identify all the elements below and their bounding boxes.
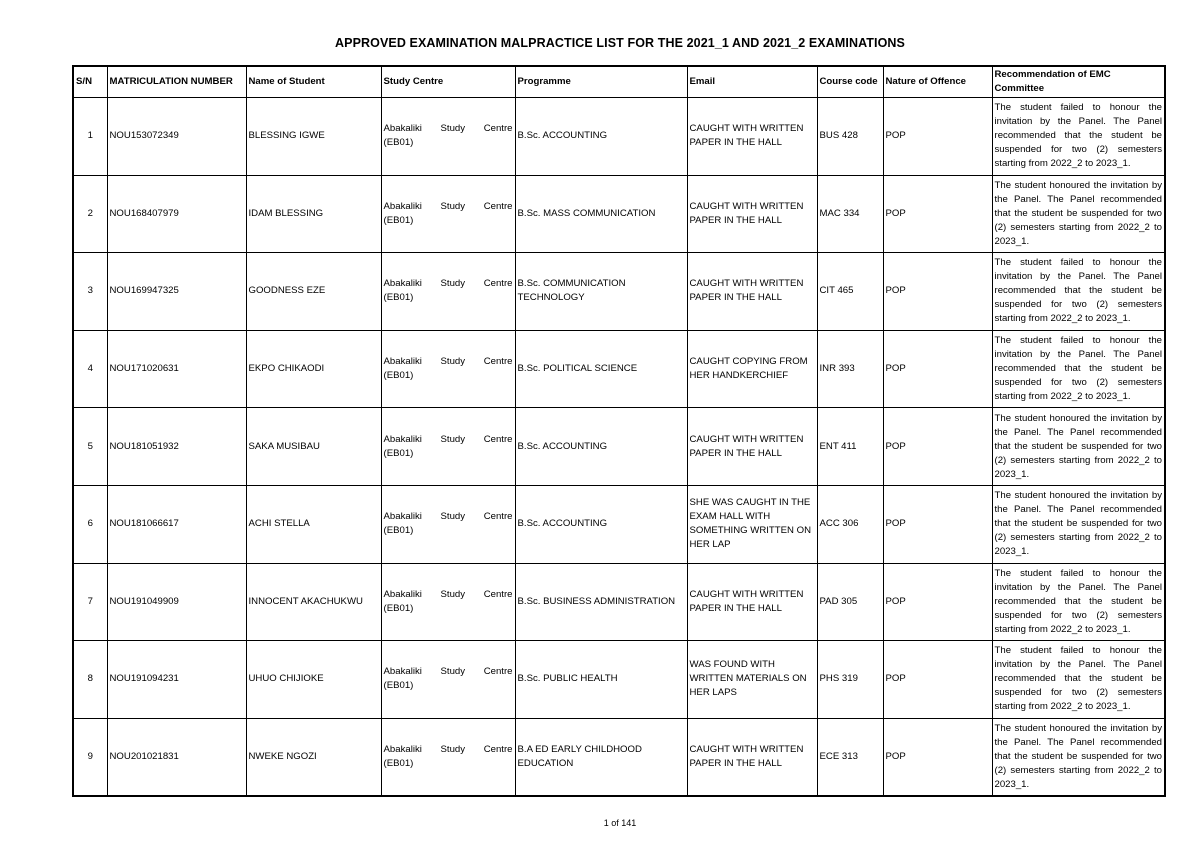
cell-name: UHUO CHIJIOKE: [246, 641, 381, 719]
cell-name: NWEKE NGOZI: [246, 718, 381, 796]
column-header-matric: MATRICULATION NUMBER: [107, 66, 246, 98]
cell-name: EKPO CHIKAODI: [246, 330, 381, 408]
cell-recommendation: The student failed to honour the invitation by the Panel. The Panel recommended that the student be suspended for two (2) semesters starting from 2022_2 to 2023_1.: [992, 563, 1165, 641]
centre-text: Abakaliki Study Centre (EB01): [383, 588, 513, 614]
cell-matric: NOU181051932: [107, 408, 246, 486]
table-row: [73, 718, 1165, 796]
cell-matric: NOU201021831: [107, 718, 246, 796]
column-header-email: Email: [687, 66, 817, 98]
centre-text: Abakaliki Study Centre (EB01): [383, 356, 513, 382]
table-row: [73, 330, 1165, 408]
cell-programme: B.Sc. COMMUNICATION TECHNOLOGY: [515, 253, 687, 331]
cell-course: BUS 428: [817, 98, 883, 176]
cell-programme: B.Sc. ACCOUNTING: [515, 485, 687, 563]
cell-programme: B.A ED EARLY CHILDHOOD EDUCATION: [515, 718, 687, 796]
cell-matric: NOU191049909: [107, 563, 246, 641]
document-title: APPROVED EXAMINATION MALPRACTICE LIST FOR THE 2021_1 AND 2021_2 EXAMINATIONS: [335, 36, 905, 50]
cell-course: PAD 305: [817, 563, 883, 641]
cell-recommendation: The student failed to honour the invitation by the Panel. The Panel recommended that the student be suspended for two (2) semesters starting from 2022_2 to 2023_1.: [992, 98, 1165, 176]
cell-offence: POP: [883, 563, 992, 641]
cell-name: BLESSING IGWE: [246, 98, 381, 176]
cell-matric: NOU169947325: [107, 253, 246, 331]
page-number: 1 of 141: [603, 818, 637, 828]
cell-offence: POP: [883, 718, 992, 796]
cell-recommendation: The student honoured the invitation by the Panel. The Panel recommended that the student be suspended for two (2) semesters starting from 2022_2 to 2023_1.: [992, 485, 1165, 563]
cell-email: CAUGHT WITH WRITTEN PAPER IN THE HALL: [687, 718, 817, 796]
cell-centre: [381, 718, 515, 796]
cell-programme: B.Sc. POLITICAL SCIENCE: [515, 330, 687, 408]
cell-email: CAUGHT COPYING FROM HER HANDKERCHIEF: [687, 330, 817, 408]
cell-sn: 7: [73, 563, 107, 641]
cell-recommendation: The student honoured the invitation by the Panel. The Panel recommended that the student be suspended for two (2) semesters starting from 2022_2 to 2023_1.: [992, 175, 1165, 253]
cell-course: PHS 319: [817, 641, 883, 719]
cell-sn: 4: [73, 330, 107, 408]
cell-sn: 5: [73, 408, 107, 486]
column-header-centre: Study Centre: [381, 66, 515, 98]
table-row: [73, 175, 1165, 253]
cell-course: CIT 465: [817, 253, 883, 331]
cell-sn: 9: [73, 718, 107, 796]
column-header-programme: Programme: [515, 66, 687, 98]
table-row: [73, 485, 1165, 563]
cell-sn: 3: [73, 253, 107, 331]
column-header-offence: Nature of Offence: [883, 66, 992, 98]
cell-programme: B.Sc. ACCOUNTING: [515, 408, 687, 486]
table-row: [73, 641, 1165, 719]
cell-sn: 8: [73, 641, 107, 719]
cell-course: MAC 334: [817, 175, 883, 253]
table-row: [73, 98, 1165, 176]
cell-sn: 6: [73, 485, 107, 563]
cell-email: CAUGHT WITH WRITTEN PAPER IN THE HALL: [687, 408, 817, 486]
cell-offence: POP: [883, 98, 992, 176]
cell-centre: [381, 98, 515, 176]
cell-course: INR 393: [817, 330, 883, 408]
cell-matric: NOU181066617: [107, 485, 246, 563]
cell-name: IDAM BLESSING: [246, 175, 381, 253]
cell-email: WAS FOUND WITH WRITTEN MATERIALS ON HER LAPS: [687, 641, 817, 719]
table-row: [73, 253, 1165, 331]
centre-text: Abakaliki Study Centre (EB01): [383, 433, 513, 459]
centre-text: Abakaliki Study Centre (EB01): [383, 200, 513, 226]
cell-centre: [381, 408, 515, 486]
cell-offence: POP: [883, 641, 992, 719]
cell-name: INNOCENT AKACHUKWU: [246, 563, 381, 641]
cell-name: ACHI STELLA: [246, 485, 381, 563]
cell-offence: POP: [883, 330, 992, 408]
cell-recommendation: The student failed to honour the invitation by the Panel. The Panel recommended that the student be suspended for two (2) semesters starting from 2022_2 to 2023_1.: [992, 641, 1165, 719]
cell-centre: [381, 485, 515, 563]
cell-recommendation: The student failed to honour the invitation by the Panel. The Panel recommended that the student be suspended for two (2) semesters starting from 2022_2 to 2023_1.: [992, 253, 1165, 331]
cell-email: CAUGHT WITH WRITTEN PAPER IN THE HALL: [687, 253, 817, 331]
centre-text: Abakaliki Study Centre (EB01): [383, 123, 513, 149]
cell-course: ACC 306: [817, 485, 883, 563]
cell-offence: POP: [883, 253, 992, 331]
header-row: [73, 66, 1165, 98]
cell-offence: POP: [883, 485, 992, 563]
table-row: [73, 563, 1165, 641]
column-header-course: Course code: [817, 66, 883, 98]
cell-offence: POP: [883, 175, 992, 253]
cell-recommendation: The student failed to honour the invitation by the Panel. The Panel recommended that the student be suspended for two (2) semesters starting from 2022_2 to 2023_1.: [992, 330, 1165, 408]
cell-email: CAUGHT WITH WRITTEN PAPER IN THE HALL: [687, 563, 817, 641]
centre-text: Abakaliki Study Centre (EB01): [383, 666, 513, 692]
cell-programme: B.Sc. PUBLIC HEALTH: [515, 641, 687, 719]
cell-centre: [381, 253, 515, 331]
column-header-sn: S/N: [73, 66, 107, 98]
column-header-recommendation: Recommendation of EMC Committee: [992, 66, 1165, 98]
cell-offence: POP: [883, 408, 992, 486]
column-header-name: Name of Student: [246, 66, 381, 98]
cell-name: GOODNESS EZE: [246, 253, 381, 331]
cell-centre: [381, 641, 515, 719]
cell-matric: NOU168407979: [107, 175, 246, 253]
cell-matric: NOU153072349: [107, 98, 246, 176]
cell-programme: B.Sc. ACCOUNTING: [515, 98, 687, 176]
cell-sn: 1: [73, 98, 107, 176]
cell-course: ENT 411: [817, 408, 883, 486]
cell-programme: B.Sc. MASS COMMUNICATION: [515, 175, 687, 253]
cell-name: SAKA MUSIBAU: [246, 408, 381, 486]
centre-text: Abakaliki Study Centre (EB01): [383, 511, 513, 537]
cell-email: SHE WAS CAUGHT IN THE EXAM HALL WITH SOMETHING WRITTEN ON HER LAP: [687, 485, 817, 563]
centre-text: Abakaliki Study Centre (EB01): [383, 278, 513, 304]
cell-centre: [381, 330, 515, 408]
cell-sn: 2: [73, 175, 107, 253]
cell-recommendation: The student honoured the invitation by the Panel. The Panel recommended that the student be suspended for two (2) semesters starting from 2022_2 to 2023_1.: [992, 718, 1165, 796]
cell-matric: NOU171020631: [107, 330, 246, 408]
malpractice-table: [72, 65, 1166, 797]
cell-programme: B.Sc. BUSINESS ADMINISTRATION: [515, 563, 687, 641]
cell-centre: [381, 563, 515, 641]
cell-course: ECE 313: [817, 718, 883, 796]
cell-email: CAUGHT WITH WRITTEN PAPER IN THE HALL: [687, 175, 817, 253]
centre-text: Abakaliki Study Centre (EB01): [383, 743, 513, 769]
cell-matric: NOU191094231: [107, 641, 246, 719]
cell-centre: [381, 175, 515, 253]
table-row: [73, 408, 1165, 486]
cell-email: CAUGHT WITH WRITTEN PAPER IN THE HALL: [687, 98, 817, 176]
cell-recommendation: The student honoured the invitation by the Panel. The Panel recommended that the student be suspended for two (2) semesters starting from 2022_2 to 2023_1.: [992, 408, 1165, 486]
